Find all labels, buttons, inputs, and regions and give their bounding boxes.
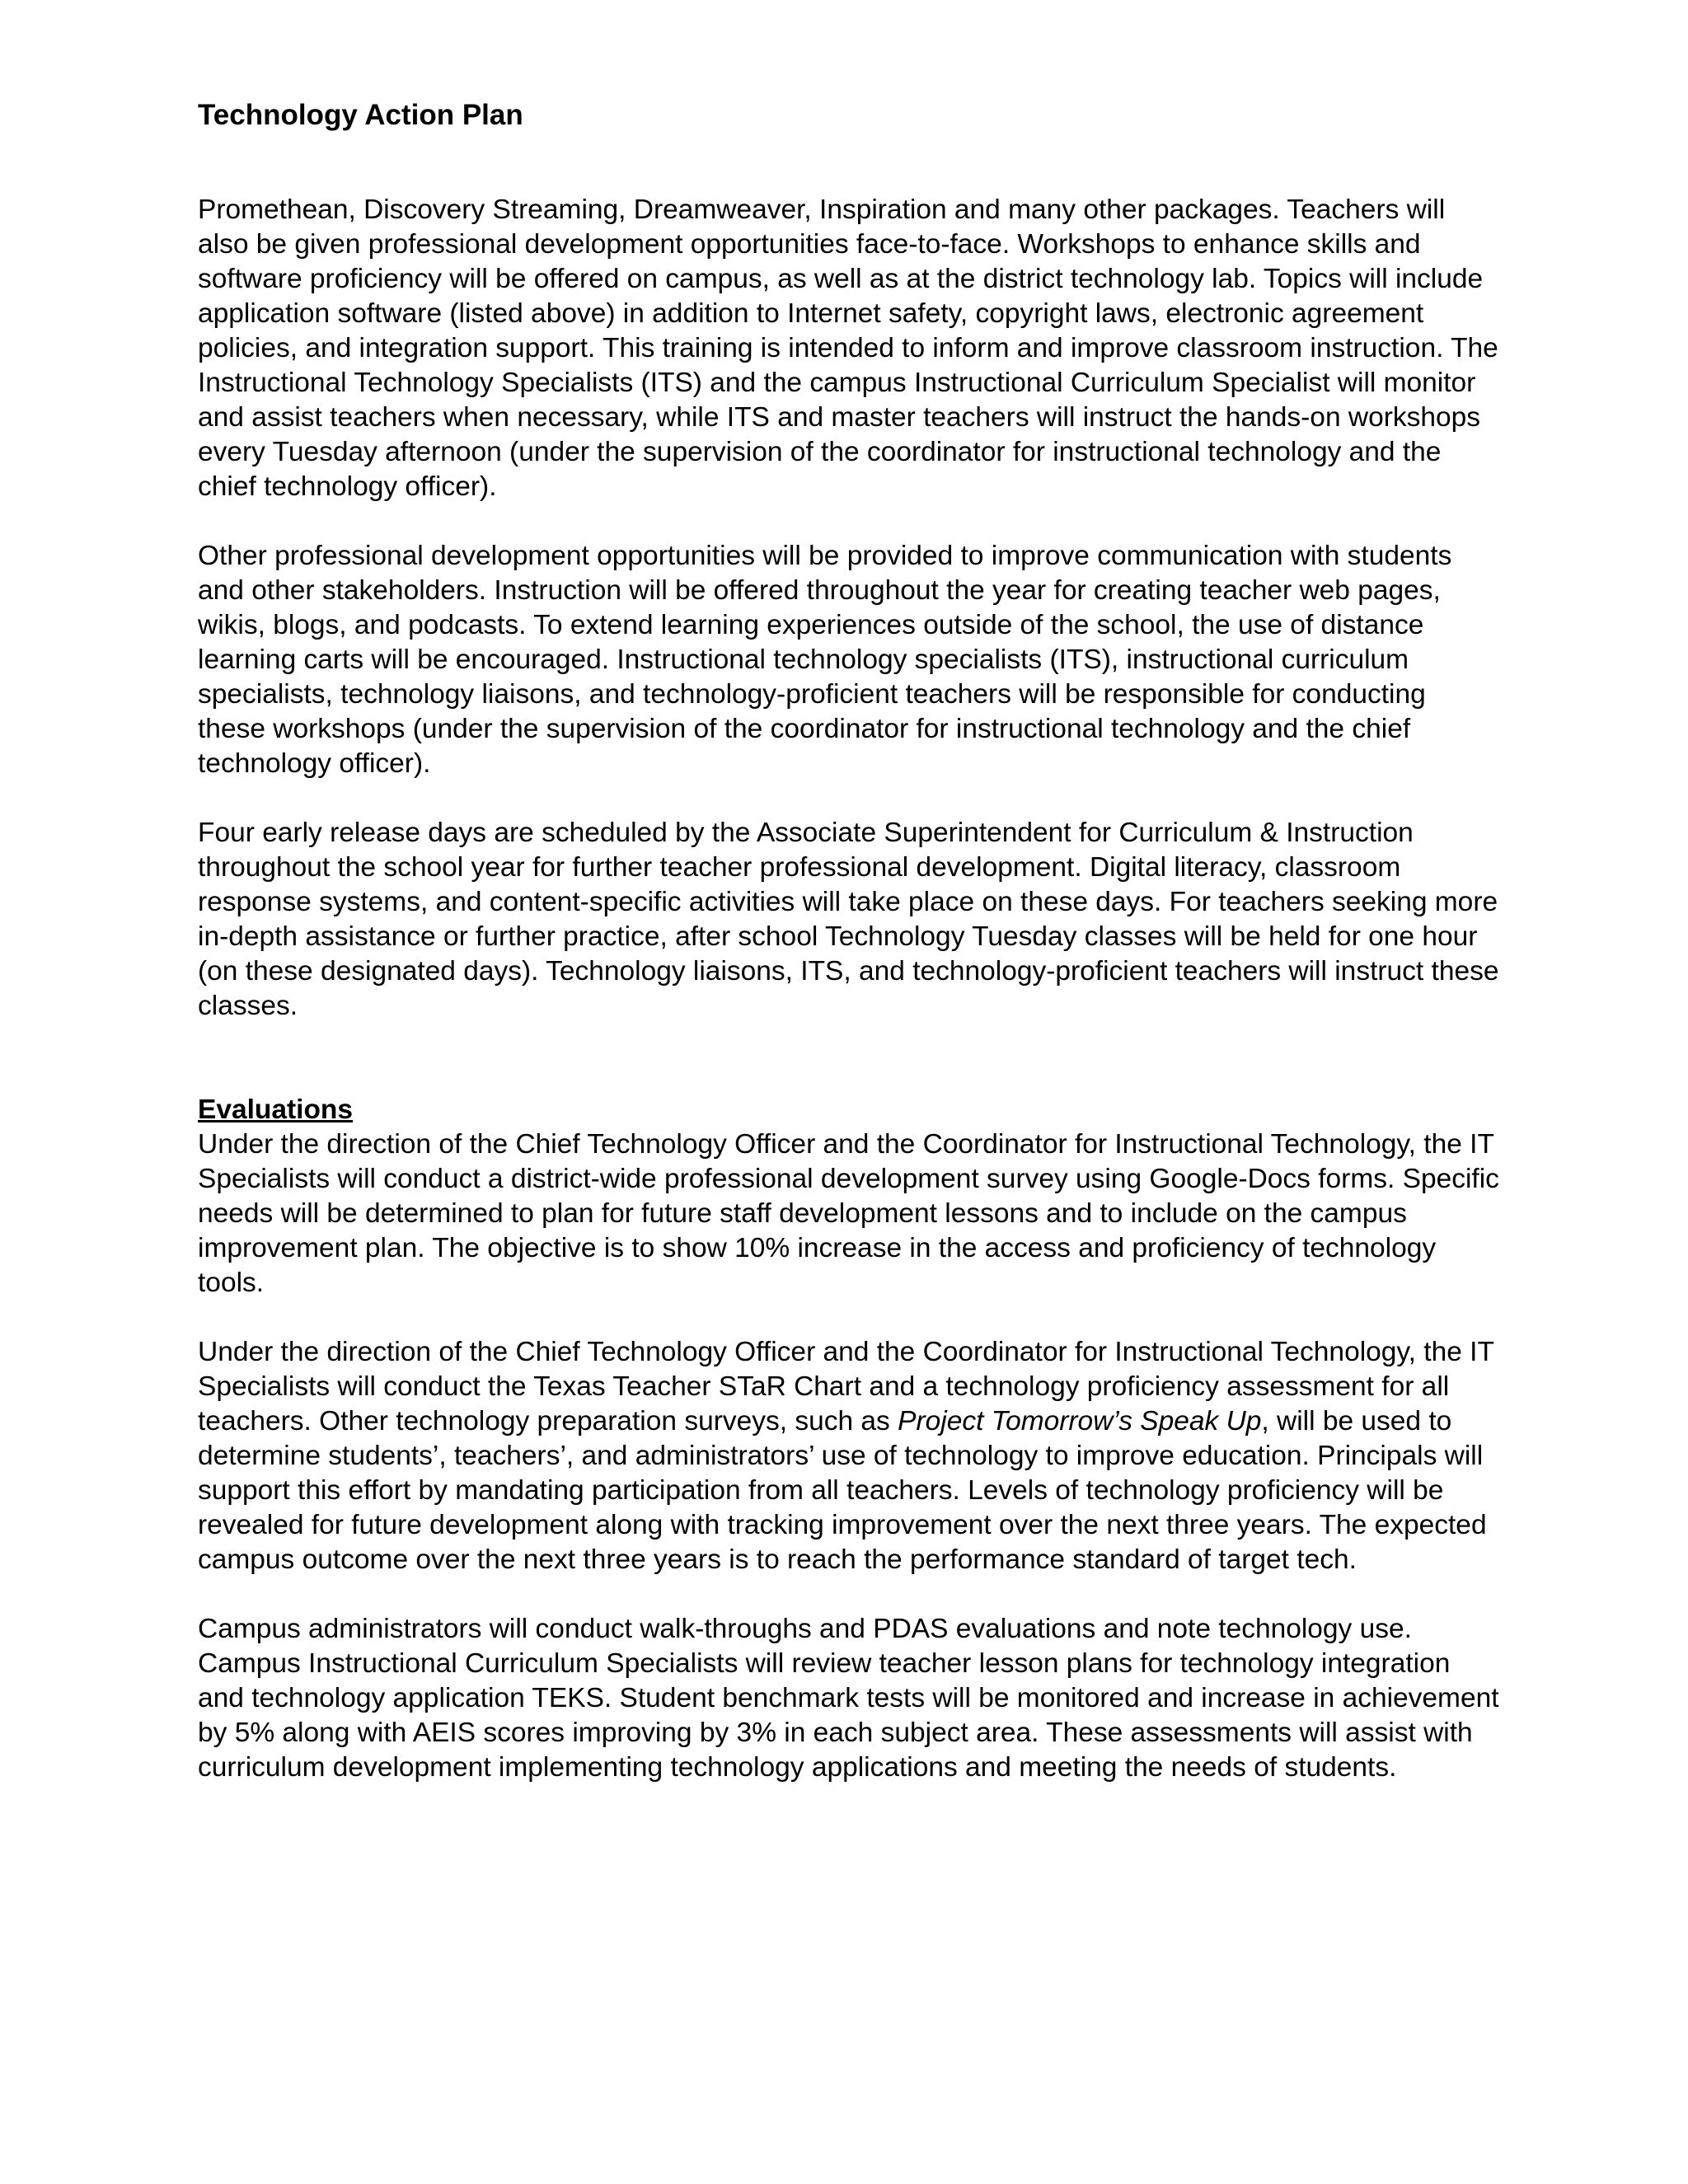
paragraph-communication-development: Other professional development opportunities will be provided to improve communication with students and other stakeholders. Instruction will be offered throughout the year for creating teacher web pages, wikis, blogs, and podcasts. To extend learning experiences outside of the school, the use of distance learning carts will be encouraged. Instructional technology specialists (ITS), instructional curriculum specialists, technology liaisons, and technology-proficient teachers will be responsible for conducting these workshops (under the supervision of the coordinator for instructional technology and the chief technology officer). bbox=[198, 541, 1452, 779]
paragraph-training-workshops: Promethean, Discovery Streaming, Dreamweaver, Inspiration and many other packages. Teachers will also be given professional development opportunities face-to-face. Workshops to enhance skills and software proficiency will be offered on campus, as well as at the district technology lab. Topics will include application software (listed above) in addition to Internet safety, copyright laws, electronic agreement policies, and integration support. This training is intended to inform and improve classroom instruction. The Instructional Technology Specialists (ITS) and the campus Instructional Curriculum Specialist will monitor and assist teachers when necessary, while ITS and master teachers will instruct the hands-on workshops every Tuesday afternoon (under the supervision of the coordinator for instructional technology and the chief technology officer). bbox=[198, 194, 1498, 502]
document-body bbox=[198, 97, 1500, 1785]
paragraph-early-release-days: Four early release days are scheduled by the Associate Superintendent for Curriculum & Instruction throughout the school year for further teacher professional development. Digital literacy, classroom response systems, and content-specific activities will take place on these days. For teachers seeking more in-depth assistance or further practice, after school Technology Tuesday classes will be held for one hour (on these designated days). Technology liaisons, ITS, and technology-proficient teachers will instruct these classes. bbox=[198, 818, 1499, 1021]
speak-up-title: Project Tomorrow’s Speak Up bbox=[898, 1406, 1262, 1436]
paragraph-evaluation-survey: Under the direction of the Chief Technology Officer and the Coordinator for Instructional Technology, the IT Specialists will conduct a district-wide professional development survey using Google-Docs forms. Specific needs will be determined to plan for future staff development lessons and to include on the campus improvement plan. The objective is to show 10% increase in the access and proficiency of technology tools. bbox=[198, 1129, 1499, 1298]
document-title: Technology Action Plan bbox=[198, 99, 523, 131]
star-chart-text-before: Under the direction of the Chief Technology Officer and the Coordinator for Instructional Technology, the IT Specialists will conduct the Texas Teacher STaR Chart and a technology proficiency assessment for all teachers. Other technology preparation surveys, such as bbox=[198, 1337, 1494, 1436]
paragraph-walkthrough-evaluations: Campus administrators will conduct walk-throughs and PDAS evaluations and note technology use. Campus Instructional Curriculum Specialists will review teacher lesson plans for technology integration and technology application TEKS. Student benchmark tests will be monitored and increase in achievement by 5% along with AEIS scores improving by 3% in each subject area. These assessments will assist with curriculum development implementing technology applications and meeting the needs of students. bbox=[198, 1614, 1499, 1783]
star-chart-text-after: , will be used to determine students’, teachers’, and administrators’ use of technology to improve education. Principals will support this effort by mandating participation from all teachers. Levels of technology proficiency will be revealed for future development along with tracking improvement over the next three years. The expected campus outcome over the next three years is to reach the performance standard of target tech. bbox=[198, 1406, 1487, 1575]
paragraph-star-chart-assessment bbox=[198, 1335, 1500, 1577]
evaluations-heading: Evaluations bbox=[198, 1094, 354, 1125]
